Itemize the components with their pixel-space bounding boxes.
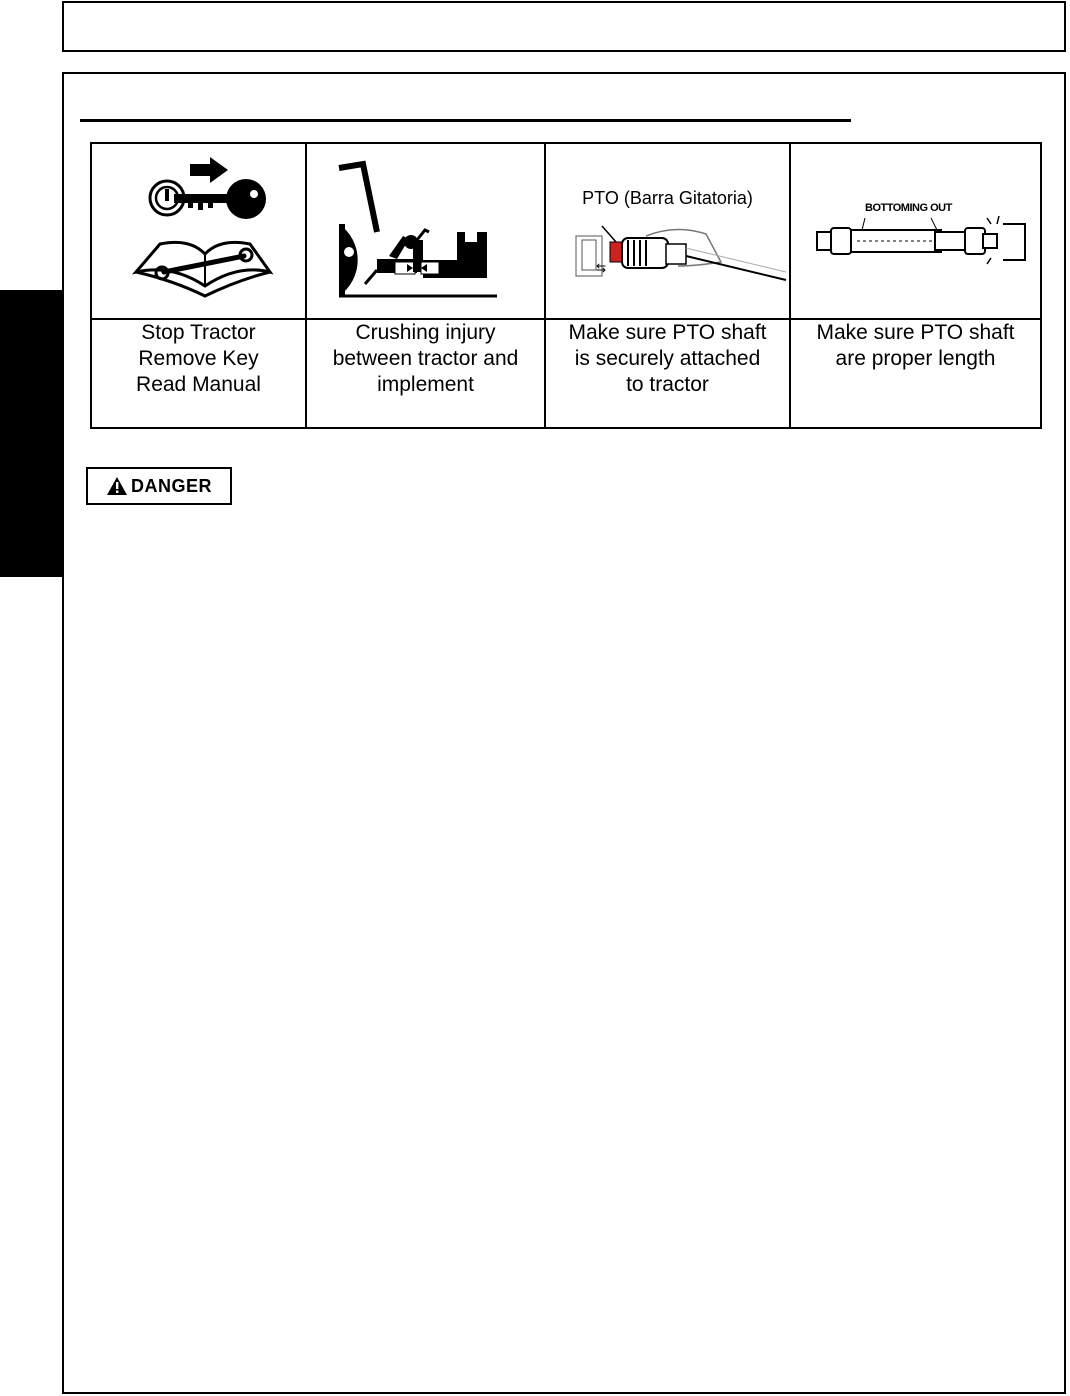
caption-line: Remove Key (138, 347, 259, 370)
crush-hazard-icon (339, 164, 497, 296)
section-title-rule (80, 119, 851, 122)
caption-line: Read Manual (136, 373, 261, 396)
pto-connector-icon (576, 226, 786, 280)
page-header-box (62, 1, 1066, 52)
caption-line: Make sure PTO shaft (816, 321, 1015, 344)
bottoming-out-label: BOTTOMING OUT (865, 202, 952, 214)
caption-line: Stop Tractor (141, 321, 256, 344)
panel-4-pictogram (790, 143, 1041, 319)
panel-3-caption (545, 319, 790, 428)
manual-icon (136, 242, 270, 296)
panel-4-caption (790, 319, 1041, 428)
section-side-tab (0, 290, 62, 577)
panel-1-pictogram (91, 143, 306, 319)
panel-2-caption (306, 319, 545, 428)
caption-line: between tractor and (332, 347, 519, 370)
safety-decal-table (90, 142, 1042, 429)
warning-triangle-icon (106, 476, 128, 496)
pto-shaft-icon (817, 216, 1025, 264)
panel-2-pictogram (306, 143, 545, 319)
panel-3-pictogram (545, 143, 790, 319)
caption-line: is securely attached (574, 347, 761, 370)
caption-line: implement (377, 373, 474, 396)
key-icon (150, 157, 266, 219)
caption-line: Crushing injury (355, 321, 496, 344)
svg-text:⇆: ⇆ (596, 261, 607, 275)
danger-signal-label (86, 467, 232, 505)
caption-line: Make sure PTO shaft (568, 321, 767, 344)
caption-line: are proper length (835, 347, 996, 370)
pto-label: PTO (Barra Gitatoria) (582, 188, 753, 208)
danger-text: DANGER (130, 475, 212, 496)
panel-1-caption (91, 319, 306, 428)
caption-line: to tractor (626, 373, 709, 396)
